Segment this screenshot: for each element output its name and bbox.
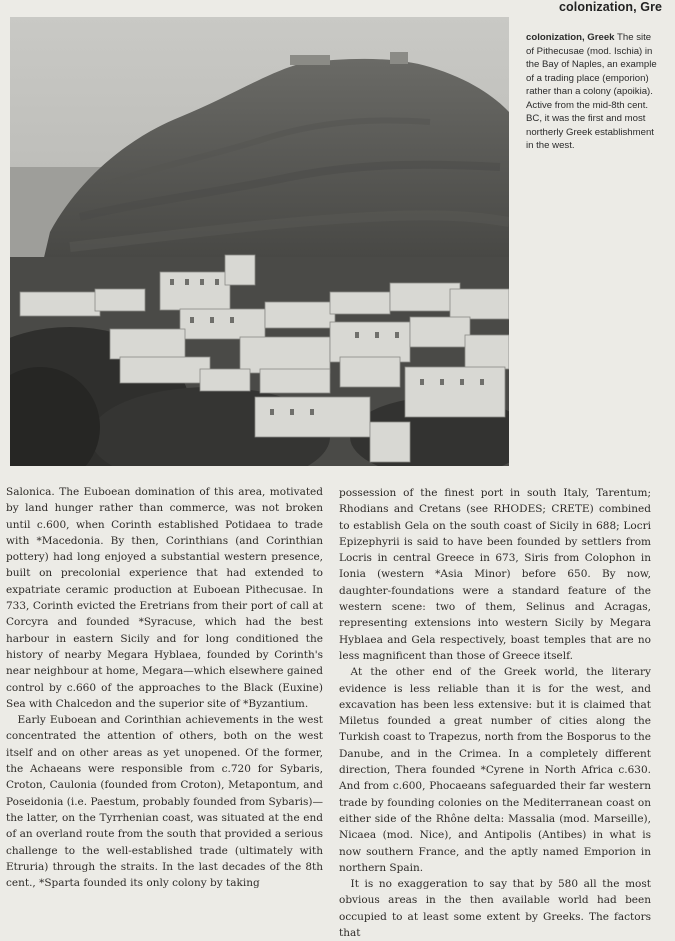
paragraph: Early Euboean and Corinthian achievements in the west concentrated the attention of others, both on the west itself and on other areas as yet unopened. Of the former, the Achaeans were responsible from c.720 for Sybaris, Croton, Caulonia (founded from Croton), Metapontum, and Poseidonia (i.e. Paestum, probably founded from Sybaris)—the latter, on the Tyrrhenian coast, was situated at the end of an overland route from the south that provided a serious challenge to the well-established trade (ultimately with Etruria) through the straits. In the last decades of the 8th cent., *Sparta founded its only colony by taking <box>6 714 323 890</box>
running-head: colonization, Gre <box>559 0 663 14</box>
caption-text: The site of Pithecusae (mod. Ischia) in the Bay of Naples, an example of a trading place (emporion) rather than a colony (apoikia). Active from the mid-8th cent. BC, it was the first and most northerly Greek establishment in the west. <box>526 32 657 151</box>
paragraph: It is no exaggeration to say that by 580 all the most obvious areas in the then available world had been occupied to at least some extent by Greeks. The factors that <box>339 878 651 940</box>
right-column <box>339 485 651 941</box>
caption-heading: colonization, Greek <box>526 32 615 43</box>
paragraph: possession of the finest port in south Italy, Tarentum; Rhodians and Cretans (see RHODES; CRETE) combined to establish Gela on the south coast of Sicily in 688; Locri Epizephyrii is said to have been founded by settlers from Locris in central Greece in 673, Siris from Colophon in Ionia (western *Asia Minor) before 650. By now, daughter-foundations were a standard feature of the western scene: two of them, Selinus and Acragas, representing extensions into western Sicily by Megara Hyblaea and Gela respectively, boast temples that are no less magnificent than those of Greece itself. <box>339 487 651 662</box>
photo-illustration <box>10 17 509 466</box>
left-column <box>6 484 323 891</box>
paragraph: Salonica. The Euboean domination of this area, motivated by land hunger rather than commerce, was not broken until c.600, when Corinth established Potidaea to trade with *Macedonia. By then, Corinthians (and Corinthian pottery) had long enjoyed a substantial western presence, built on precolonial experience that had extended to expatriate ceramic production at Euboean Pithecusae. In 733, Corinth evicted the Eretrians from their port of call at Corcyra and founded *Syracuse, which had the best harbour in eastern Sicily and for long conditioned the history of nearby Megara Hyblaea, founded by Corinth's near neighbour at home, Megara—which elsewhere gained control by c.660 of the approaches to the Black (Euxine) Sea with Chalcedon and the superior site of *Byzantium. <box>6 486 323 710</box>
photo-caption <box>526 31 658 153</box>
photo-pithecusae <box>10 17 509 466</box>
paragraph: At the other end of the Greek world, the literary evidence is less reliable than it is for the west, and excavation has been less extensive: but it is claimed that Miletus founded a great number of cities along the Turkish coast to Trapezus, north from the Bosporus to the Danube, and in the Crimea. In a completely different direction, Thera founded *Cyrene in North Africa c.630. And from c.600, Phocaeans safeguarded their far western trade by founding colonies on the Mediterranean coast on either side of the Rhône delta: Massalia (mod. Marseille), Nicaea (mod. Nice), and Antipolis (Antibes) in what is now southern France, and the aptly named Emporion in northern Spain. <box>339 666 651 874</box>
